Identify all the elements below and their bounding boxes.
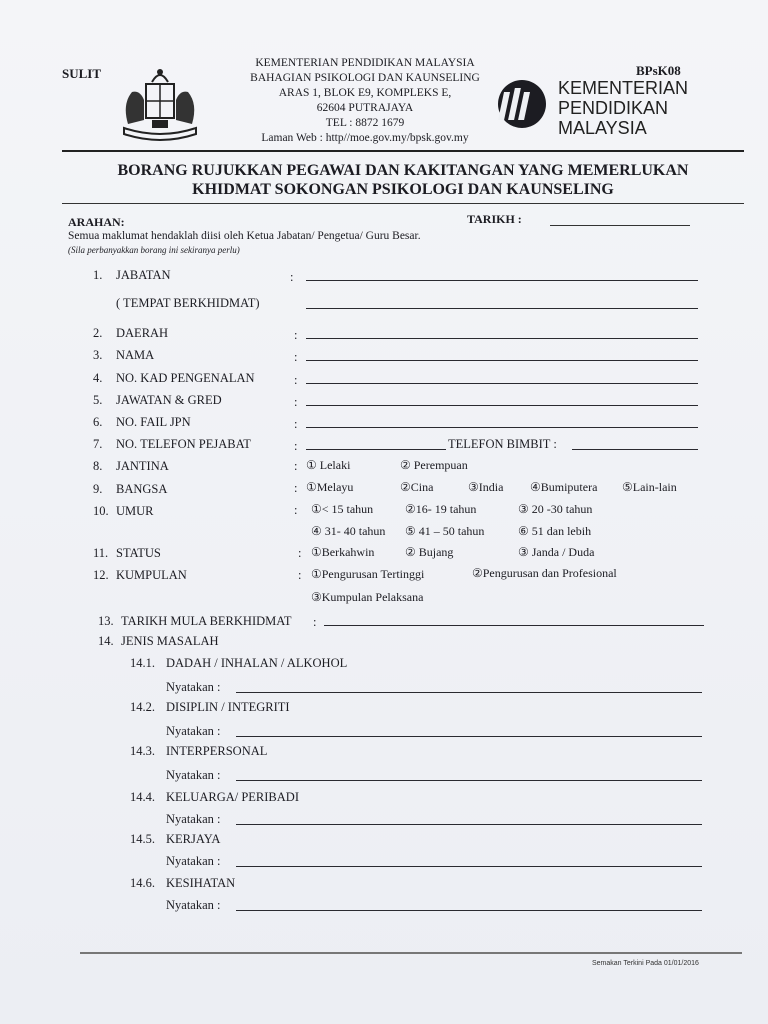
ministry-line: 62604 PUTRAJAYA bbox=[316, 102, 414, 114]
field-colon: : bbox=[298, 568, 302, 582]
telefon-bimbit-input[interactable] bbox=[572, 449, 698, 450]
option-bujang[interactable]: ② Bujang bbox=[405, 545, 454, 559]
field-label-jabatan: JABATAN bbox=[116, 268, 171, 282]
field-label-tempat: ( TEMPAT BERKHIDMAT) bbox=[116, 296, 260, 310]
field-number: 9. bbox=[93, 482, 103, 496]
tempat-input[interactable] bbox=[306, 308, 698, 309]
field-label-bangsa: BANGSA bbox=[116, 482, 168, 496]
problem-label-dadah: DADAH / INHALAN / ALKOHOL bbox=[166, 656, 348, 670]
field-number: 6. bbox=[93, 415, 103, 429]
field-label-daerah: DAERAH bbox=[116, 326, 169, 340]
field-number: 7. bbox=[93, 437, 103, 451]
instructions-text: Semua maklumat hendaklah diisi oleh Ketua Jabatan/ Pengetua/ Guru Besar. bbox=[68, 230, 421, 242]
date-label: TARIKH : bbox=[467, 212, 522, 226]
field-colon: : bbox=[313, 615, 317, 629]
field-colon: : bbox=[290, 270, 294, 284]
field-colon: : bbox=[294, 459, 298, 473]
field-colon: : bbox=[294, 439, 298, 453]
option-berkahwin[interactable]: ①Berkahwin bbox=[311, 545, 375, 559]
kesihatan-input[interactable] bbox=[236, 910, 702, 911]
telefon-bimbit-label: TELEFON BIMBIT : bbox=[448, 437, 557, 451]
field-label-kumpulan: KUMPULAN bbox=[116, 568, 187, 582]
header-divider bbox=[62, 150, 744, 152]
ministry-line: Laman Web : http//moe.gov.my/bpsk.gov.my bbox=[261, 132, 469, 144]
form-title: BORANG RUJUKKAN PEGAWAI DAN KAKITANGAN YANG MEMERLUKAN KHIDMAT SOKONGAN PSIKOLOGI DAN KAUNSELING bbox=[117, 162, 689, 198]
option-lelaki[interactable]: ① Lelaki bbox=[306, 458, 351, 472]
problem-label-kerjaya: KERJAYA bbox=[166, 832, 221, 846]
daerah-input[interactable] bbox=[306, 338, 698, 339]
interpersonal-input[interactable] bbox=[236, 780, 702, 781]
footer-divider bbox=[80, 952, 742, 954]
field-number: 1. bbox=[93, 268, 103, 282]
option-janda-duda[interactable]: ③ Janda / Duda bbox=[518, 545, 595, 559]
field-label-jantina: JANTINA bbox=[116, 459, 169, 473]
problem-number: 14.1. bbox=[130, 656, 155, 670]
field-colon: : bbox=[294, 417, 298, 431]
dadah-input[interactable] bbox=[236, 692, 702, 693]
classification-label: SULIT bbox=[62, 66, 102, 81]
field-label-fail-jpn: NO. FAIL JPN bbox=[116, 415, 191, 429]
date-field[interactable] bbox=[550, 225, 690, 226]
option-umur-3[interactable]: ③ 20 -30 tahun bbox=[518, 502, 593, 516]
field-number: 3. bbox=[93, 348, 103, 362]
field-colon: : bbox=[294, 395, 298, 409]
kerjaya-input[interactable] bbox=[236, 866, 702, 867]
field-label-umur: UMUR bbox=[116, 504, 154, 518]
keluarga-input[interactable] bbox=[236, 824, 702, 825]
option-india[interactable]: ③India bbox=[468, 480, 504, 494]
option-melayu[interactable]: ①Melayu bbox=[306, 480, 354, 494]
field-colon: : bbox=[294, 481, 298, 495]
problem-number: 14.3. bbox=[130, 744, 155, 758]
option-umur-4[interactable]: ④ 31- 40 tahun bbox=[311, 524, 386, 538]
kpm-logo-text: KEMENTERIAN PENDIDIKAN MALAYSIA bbox=[558, 78, 689, 138]
instructions-note: (Sila perbanyakkan borang ini sekiranya perlu) bbox=[68, 245, 240, 255]
option-umur-2[interactable]: ②16- 19 tahun bbox=[405, 502, 477, 516]
nyatakan-label: Nyatakan : bbox=[166, 898, 221, 912]
option-kumpulan-pelaksana[interactable]: ③Kumpulan Pelaksana bbox=[311, 590, 424, 604]
title-divider bbox=[62, 203, 744, 204]
field-colon: : bbox=[294, 328, 298, 342]
ministry-line: TEL : 8872 1679 bbox=[325, 117, 405, 129]
field-label-status: STATUS bbox=[116, 546, 161, 560]
kpm-logo-icon bbox=[497, 78, 547, 130]
nyatakan-label: Nyatakan : bbox=[166, 680, 221, 694]
field-number: 4. bbox=[93, 371, 103, 385]
nyatakan-label: Nyatakan : bbox=[166, 724, 221, 738]
field-label-telefon-pejabat: NO. TELEFON PEJABAT bbox=[116, 437, 251, 451]
problem-label-disiplin: DISIPLIN / INTEGRITI bbox=[166, 700, 290, 714]
option-umur-6[interactable]: ⑥ 51 dan lebih bbox=[518, 524, 592, 538]
nama-input[interactable] bbox=[306, 360, 698, 361]
field-number: 8. bbox=[93, 459, 103, 473]
instructions-heading: ARAHAN: bbox=[68, 215, 125, 229]
field-colon: : bbox=[294, 350, 298, 364]
field-colon: : bbox=[294, 503, 298, 517]
field-label-jenis-masalah: JENIS MASALAH bbox=[121, 634, 219, 648]
option-cina[interactable]: ②Cina bbox=[400, 480, 434, 494]
problem-number: 14.4. bbox=[130, 790, 155, 804]
problem-number: 14.5. bbox=[130, 832, 155, 846]
nyatakan-label: Nyatakan : bbox=[166, 854, 221, 868]
nyatakan-label: Nyatakan : bbox=[166, 812, 221, 826]
footer-revision: Semakan Terkini Pada 01/01/2016 bbox=[592, 960, 699, 967]
option-pengurusan-tertinggi[interactable]: ①Pengurusan Tertinggi bbox=[311, 567, 425, 581]
field-number: 5. bbox=[93, 393, 103, 407]
problem-label-keluarga: KELUARGA/ PERIBADI bbox=[166, 790, 299, 804]
nyatakan-label: Nyatakan : bbox=[166, 768, 221, 782]
ministry-line: BAHAGIAN PSIKOLOGI DAN KAUNSELING bbox=[250, 72, 480, 84]
field-number: 10. bbox=[93, 504, 109, 518]
option-lain-lain[interactable]: ⑤Lain-lain bbox=[622, 480, 677, 494]
option-bumiputera[interactable]: ④Bumiputera bbox=[530, 480, 598, 494]
field-label-tarikh-mula: TARIKH MULA BERKHIDMAT bbox=[121, 614, 292, 628]
ministry-line: KEMENTERIAN PENDIDIKAN MALAYSIA bbox=[255, 57, 475, 69]
field-colon: : bbox=[294, 373, 298, 387]
problem-number: 14.6. bbox=[130, 876, 155, 890]
field-number: 11. bbox=[93, 546, 109, 560]
ministry-line: ARAS 1, BLOK E9, KOMPLEKS E, bbox=[278, 87, 452, 99]
option-umur-5[interactable]: ⑤ 41 – 50 tahun bbox=[405, 524, 485, 538]
problem-number: 14.2. bbox=[130, 700, 155, 714]
option-perempuan[interactable]: ② Perempuan bbox=[400, 458, 468, 472]
field-label-jawatan: JAWATAN & GRED bbox=[116, 393, 222, 407]
field-number: 14. bbox=[98, 634, 114, 648]
option-pengurusan-profesional[interactable]: ②Pengurusan dan Profesional bbox=[472, 566, 617, 580]
ministry-address-block bbox=[200, 56, 530, 146]
field-number: 12. bbox=[93, 568, 109, 582]
jawatan-input[interactable] bbox=[306, 405, 698, 406]
field-label-nama: NAMA bbox=[116, 348, 155, 362]
form-code: BPsK08 bbox=[636, 63, 681, 78]
field-colon: : bbox=[298, 546, 302, 560]
telefon-pejabat-input[interactable] bbox=[306, 449, 446, 450]
option-umur-1[interactable]: ①< 15 tahun bbox=[311, 502, 374, 516]
disiplin-input[interactable] bbox=[236, 736, 702, 737]
tarikh-mula-input[interactable] bbox=[324, 625, 704, 626]
problem-label-interpersonal: INTERPERSONAL bbox=[166, 744, 268, 758]
kad-pengenalan-input[interactable] bbox=[306, 383, 698, 384]
field-number: 13. bbox=[98, 614, 114, 628]
problem-label-kesihatan: KESIHATAN bbox=[166, 876, 236, 890]
field-number: 2. bbox=[93, 326, 103, 340]
fail-jpn-input[interactable] bbox=[306, 427, 698, 428]
jabatan-input[interactable] bbox=[306, 280, 698, 281]
field-label-kad-pengenalan: NO. KAD PENGENALAN bbox=[116, 371, 255, 385]
coat-of-arms-icon bbox=[114, 64, 206, 144]
